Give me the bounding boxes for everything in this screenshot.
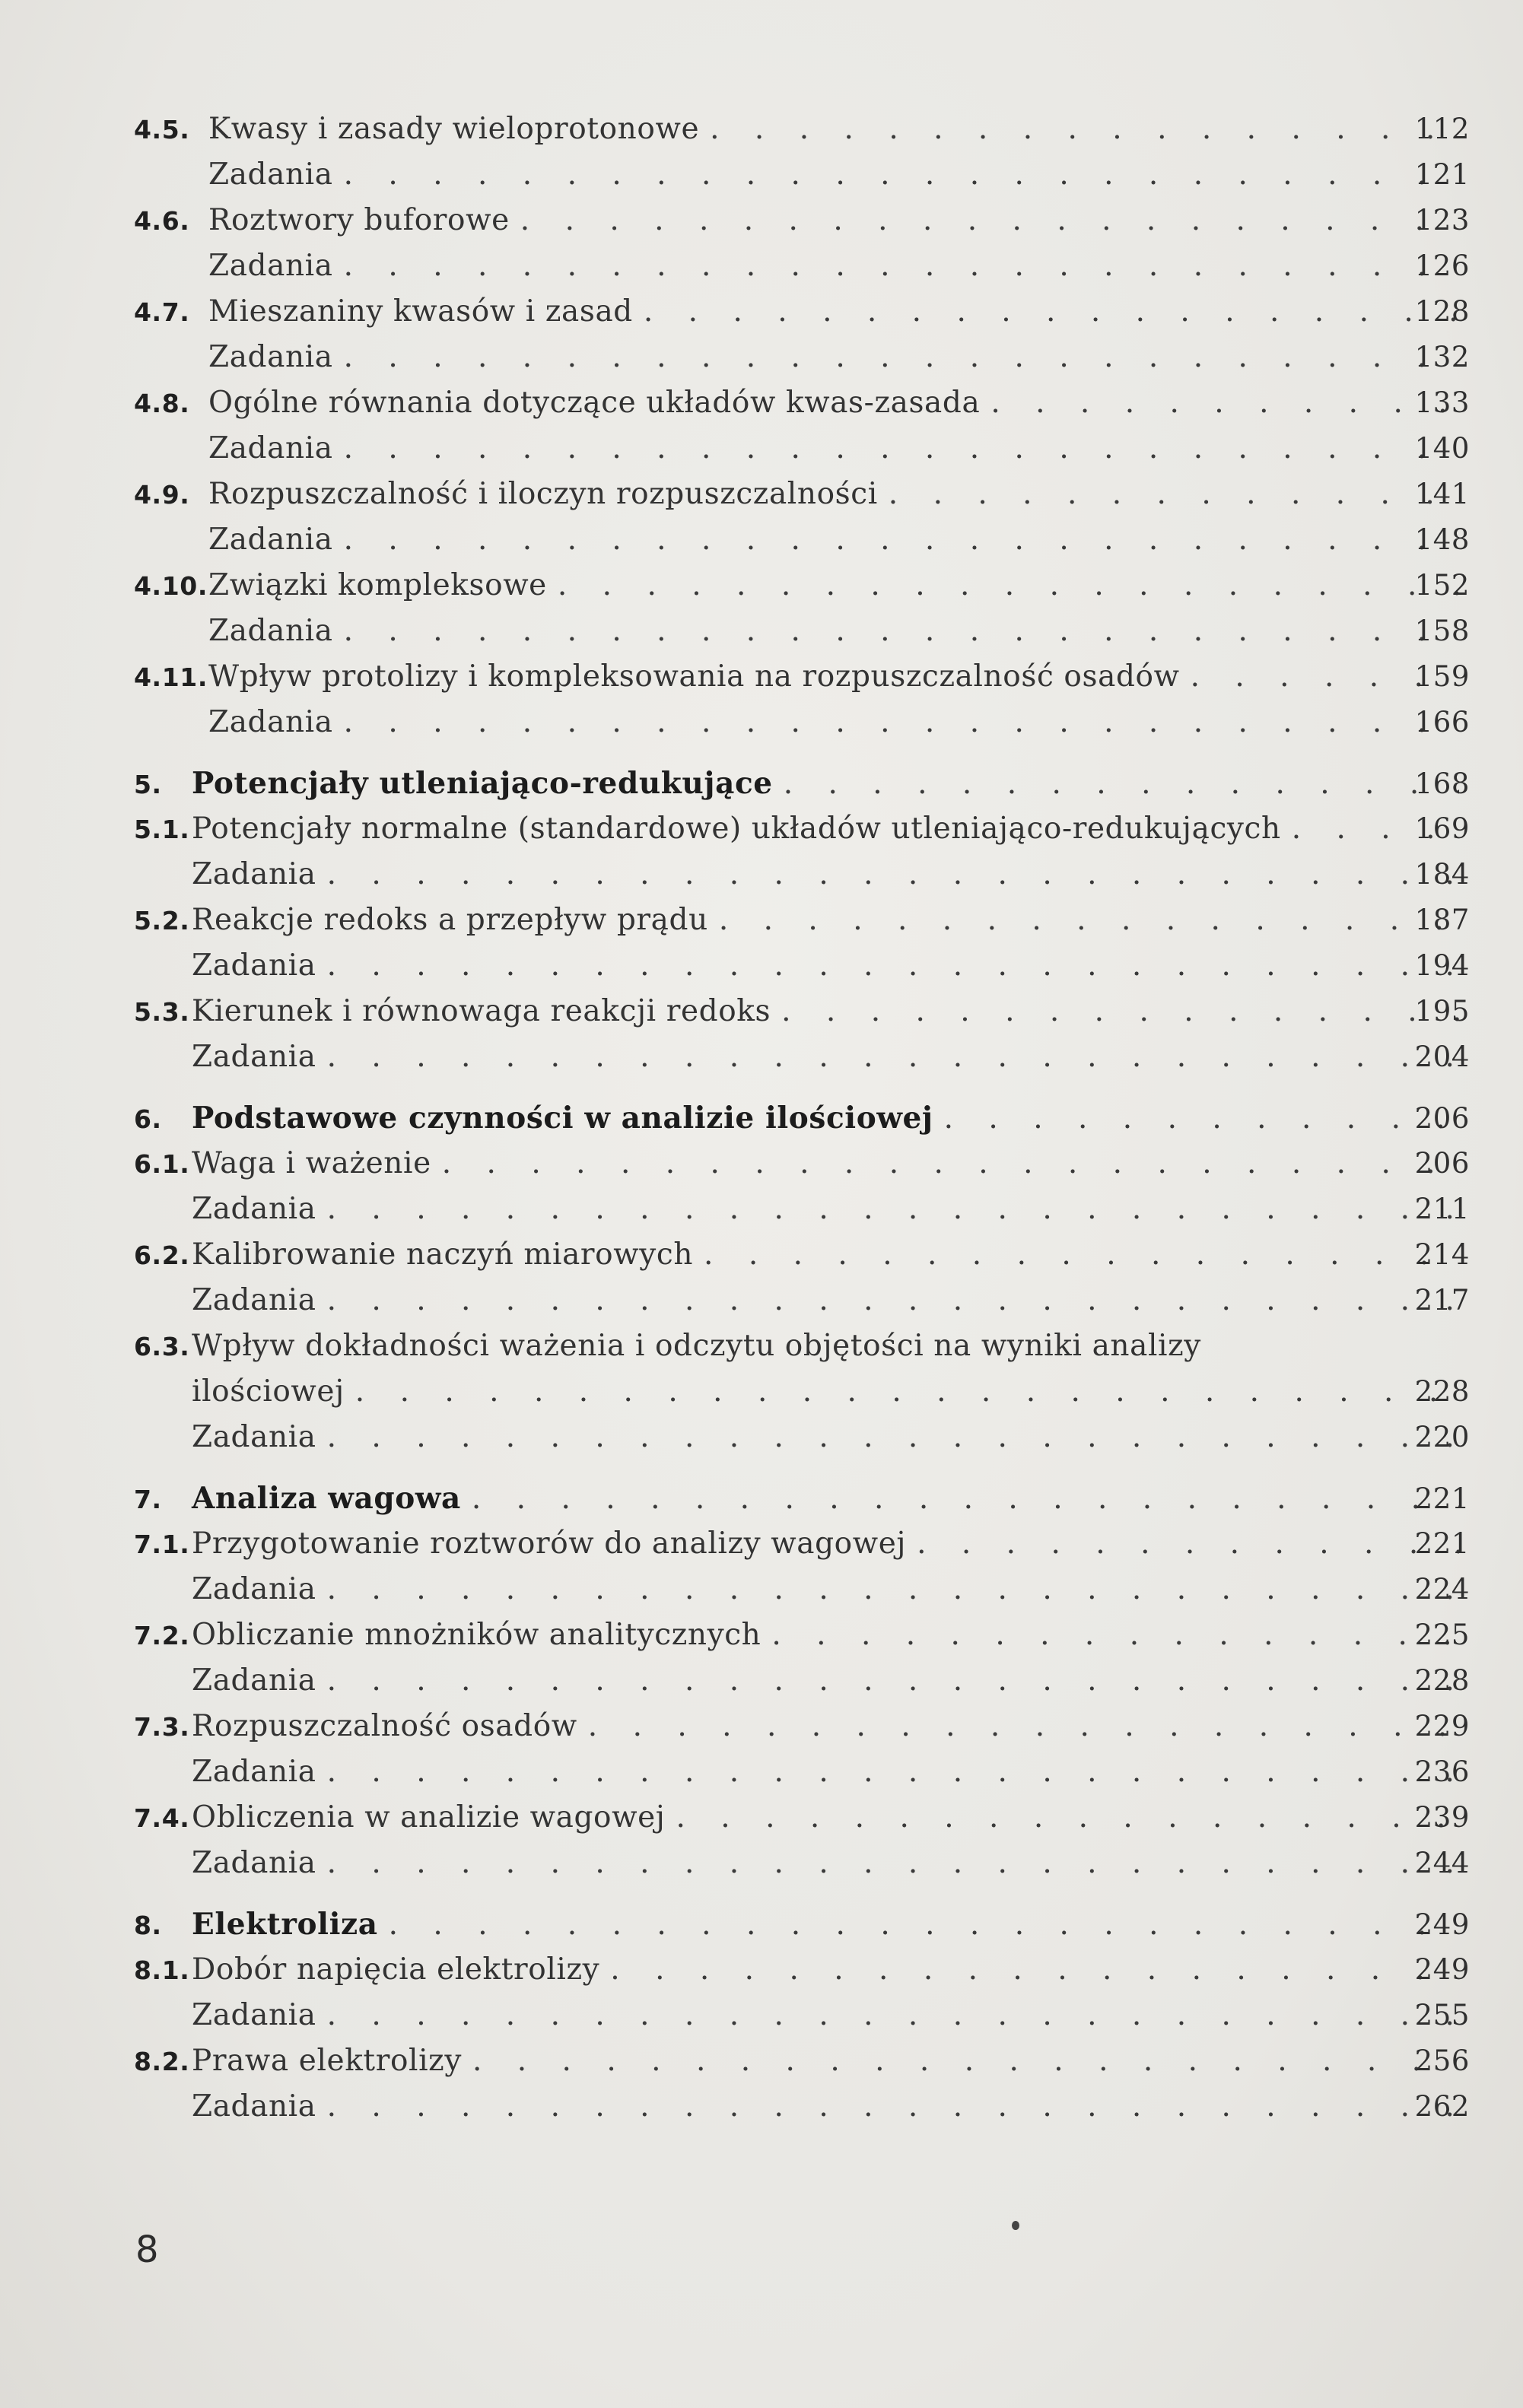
- section-number: 4.10.: [134, 571, 208, 601]
- dot-leader: [344, 243, 1459, 289]
- toc-entry: 4.6. Roztwory buforowe . . . 123: [134, 198, 1523, 243]
- section-title: Zadania: [192, 1192, 316, 1226]
- toc-entry: 4.10. Związki kompleksowe . . . 152: [134, 563, 1523, 608]
- section-number: 4.11.: [134, 662, 208, 692]
- toc-entry: Zadania . . . 166: [134, 700, 1523, 745]
- dot-leader: [344, 700, 1459, 745]
- section-number: 7.3.: [134, 1712, 190, 1742]
- dot-leader: [889, 472, 1459, 517]
- toc-entry: 5.1. Potencjały normalne (standardowe) układów utleniająco-redukujących . . . 169: [134, 806, 1523, 852]
- dot-leader: [327, 1841, 1459, 1886]
- section-title: Zadania: [208, 340, 333, 374]
- section-title: Dobór napięcia elektrolizy: [192, 1952, 600, 1987]
- dot-leader: [472, 1476, 1459, 1522]
- toc-entry: Zadania . . . 204: [134, 1034, 1523, 1080]
- dot-leader: [704, 1232, 1459, 1278]
- section-number: 4.6.: [134, 206, 190, 236]
- toc-entry: 7.4. Obliczenia w analizie wagowej . . . 239: [134, 1795, 1523, 1841]
- toc-chapter: 6. Podstawowe czynności w analizie ilościowej . . . 206: [134, 1095, 1523, 1141]
- section-title: Prawa elektrolizy: [192, 2044, 462, 2078]
- dot-leader: [344, 335, 1459, 380]
- toc-chapter: 7. Analiza wagowa . . . 221: [134, 1476, 1523, 1521]
- dot-leader: [781, 989, 1459, 1034]
- toc-entry: 6.1. Waga i ważenie . . . 206: [134, 1141, 1523, 1187]
- section-title: Zadania: [192, 1572, 316, 1606]
- section-number: 7.4.: [134, 1803, 190, 1833]
- toc-entry: Zadania . . . 158: [134, 608, 1523, 654]
- section-title: Kwasy i zasady wieloprotonowe: [208, 112, 700, 146]
- toc-entry: Zadania . . . 211: [134, 1187, 1523, 1232]
- ink-speck: [1012, 2221, 1019, 2230]
- section-title: Potencjały normalne (standardowe) układów utleniająco-redukujących: [192, 812, 1281, 846]
- toc-entry: Zadania . . . 140: [134, 426, 1523, 472]
- chapter-number: 8.: [134, 1911, 162, 1940]
- dot-leader: [588, 1704, 1459, 1749]
- toc-entry: Zadania . . . 220: [134, 1415, 1523, 1460]
- dot-leader: [327, 1749, 1459, 1795]
- section-title: Zadania: [208, 614, 333, 648]
- section-title: Reakcje redoks a przepływ prądu: [192, 903, 708, 937]
- dot-leader: [610, 1947, 1459, 1993]
- dot-leader: [676, 1795, 1459, 1841]
- dot-leader: [327, 2084, 1459, 2130]
- toc-entry: Zadania . . . 184: [134, 852, 1523, 897]
- section-title: Zadania: [208, 523, 333, 557]
- section-number: 6.2.: [134, 1241, 190, 1270]
- section-title: Przygotowanie roztworów do analizy wagowej: [192, 1526, 907, 1561]
- toc-entry: 6.2. Kalibrowanie naczyń miarowych . . . 214: [134, 1232, 1523, 1278]
- section-number: 8.1.: [134, 1955, 190, 1985]
- toc-entry: 4.5. Kwasy i zasady wieloprotonowe . . . 112: [134, 106, 1523, 152]
- toc-entry: 7.2. Obliczanie mnożników analitycznych . . . 225: [134, 1612, 1523, 1658]
- dot-leader: [327, 1567, 1459, 1612]
- section-title: Rozpuszczalność i iloczyn rozpuszczalności: [208, 477, 878, 511]
- toc-entry: 4.7. Mieszaniny kwasów i zasad . . . 128: [134, 289, 1523, 335]
- toc-entry: Zadania . . . 262: [134, 2084, 1523, 2130]
- section-title: Mieszaniny kwasów i zasad: [208, 294, 633, 329]
- section-title: Kierunek i równowaga reakcji redoks: [192, 994, 771, 1028]
- toc-chapter: 5. Potencjały utleniająco-redukujące . . . 168: [134, 761, 1523, 806]
- dot-leader: [327, 943, 1459, 989]
- section-number: 7.2.: [134, 1621, 190, 1650]
- toc-entry: Zadania . . . 255: [134, 1993, 1523, 2038]
- section-number: 7.1.: [134, 1530, 190, 1559]
- section-title: Zadania: [192, 2089, 316, 2124]
- dot-leader: [327, 1278, 1459, 1323]
- toc-entry: Zadania . . . 224: [134, 1567, 1523, 1612]
- toc-entry: Zadania . . . 148: [134, 517, 1523, 563]
- section-title: Zadania: [192, 857, 316, 891]
- dot-leader: [917, 1521, 1459, 1567]
- section-title: Obliczenia w analizie wagowej: [192, 1800, 666, 1835]
- toc-entry: Zadania . . . 228: [134, 1658, 1523, 1704]
- section-title: ilościowej: [192, 1374, 345, 1409]
- chapter-title: Potencjały utleniająco-redukujące: [192, 766, 773, 801]
- dot-leader: [520, 198, 1459, 243]
- dot-leader: [327, 1034, 1459, 1080]
- section-number: 6.1.: [134, 1149, 190, 1179]
- toc-entry: 7.3. Rozpuszczalność osadów . . . 229: [134, 1704, 1523, 1749]
- section-number: 4.8.: [134, 389, 190, 418]
- section-number: 5.3.: [134, 997, 190, 1027]
- dot-leader: [327, 1187, 1459, 1232]
- section-number: 4.9.: [134, 480, 190, 510]
- toc-entry: [134, 1323, 1523, 1369]
- chapter-title: Analiza wagowa: [192, 1481, 461, 1516]
- toc-entry: 7.1. Przygotowanie roztworów do analizy wagowej . . . 221: [134, 1521, 1523, 1567]
- toc-entry: 4.11. Wpływ protolizy i kompleksowania na rozpuszczalność osadów . . . 159: [134, 654, 1523, 700]
- dot-leader: [344, 517, 1459, 563]
- toc-entry: Zadania . . . 217: [134, 1278, 1523, 1323]
- section-number: 5.1.: [134, 815, 190, 844]
- section-title: Roztwory buforowe: [208, 203, 510, 237]
- section-title: Zadania: [192, 1998, 316, 2032]
- section-title: Kalibrowanie naczyń miarowych: [192, 1237, 694, 1272]
- dot-leader: [558, 563, 1459, 608]
- section-number: 6.3.: [134, 1332, 190, 1361]
- page-folio-number: 8: [135, 2229, 159, 2271]
- section-title: Rozpuszczalność osadów: [192, 1709, 577, 1743]
- toc-entry: Zadania . . . 126: [134, 243, 1523, 289]
- section-title: Zadania: [192, 1283, 316, 1317]
- section-title: Wpływ dokładności ważenia i odczytu objętości na wyniki analizy: [192, 1329, 1201, 1363]
- toc-entry: 8.2. Prawa elektrolizy . . . 256: [134, 2038, 1523, 2084]
- dot-leader: [472, 2038, 1459, 2084]
- dot-leader: [327, 1993, 1459, 2038]
- toc-entry: 5.3. Kierunek i równowaga reakcji redoks . . . 195: [134, 989, 1523, 1034]
- dot-leader: [719, 897, 1459, 943]
- dot-leader: [355, 1369, 1459, 1415]
- toc-entry: Zadania . . . 244: [134, 1841, 1523, 1886]
- section-number: 5.2.: [134, 906, 190, 936]
- toc-entry: 5.2. Reakcje redoks a przepływ prądu . . . 187: [134, 897, 1523, 943]
- section-number: 4.7.: [134, 297, 190, 327]
- section-title: Zadania: [192, 1040, 316, 1074]
- dot-leader: [327, 1658, 1459, 1704]
- toc-entry: 4.8. Ogólne równania dotyczące układów kwas-zasada . . . 133: [134, 380, 1523, 426]
- section-title: Wpływ protolizy i kompleksowania na rozpuszczalność osadów: [208, 659, 1180, 694]
- dot-leader: [990, 380, 1459, 426]
- table-of-contents: [134, 106, 1523, 2130]
- dot-leader: [644, 289, 1459, 335]
- toc-entry: 4.9. Rozpuszczalność i iloczyn rozpuszczalności . . . 141: [134, 472, 1523, 517]
- section-title: Zadania: [192, 1846, 316, 1880]
- section-title: Zadania: [208, 431, 333, 465]
- chapter-number: 6.: [134, 1104, 162, 1134]
- toc-entry: 8.1. Dobór napięcia elektrolizy . . . 249: [134, 1947, 1523, 1993]
- toc-chapter: 8. Elektroliza . . . 249: [134, 1901, 1523, 1947]
- section-title: Waga i ważenie: [192, 1146, 431, 1180]
- dot-leader: [784, 761, 1459, 807]
- section-title: Zadania: [208, 157, 333, 192]
- section-title: Zadania: [208, 705, 333, 739]
- toc-entry: Zadania . . . 121: [134, 152, 1523, 198]
- section-title: Związki kompleksowe: [208, 568, 547, 602]
- toc-entry: Zadania . . . 236: [134, 1749, 1523, 1795]
- dot-leader: [344, 152, 1459, 198]
- dot-leader: [344, 608, 1459, 654]
- section-title: Zadania: [192, 1663, 316, 1698]
- toc-entry: Zadania . . . 132: [134, 335, 1523, 380]
- toc-entry: Zadania . . . 194: [134, 943, 1523, 989]
- section-title: Zadania: [192, 1755, 316, 1789]
- dot-leader: [944, 1096, 1459, 1142]
- section-number: 8.2.: [134, 2047, 190, 2076]
- toc-entry-continuation: ilościowej . . . 228: [134, 1369, 1523, 1415]
- chapter-number: 5.: [134, 770, 162, 799]
- dot-leader: [771, 1612, 1459, 1658]
- section-title: Ogólne równania dotyczące układów kwas-zasada: [208, 386, 981, 420]
- section-title: Obliczanie mnożników analitycznych: [192, 1618, 762, 1652]
- dot-leader: [327, 1415, 1459, 1460]
- dot-leader: [710, 106, 1459, 152]
- chapter-title: Podstawowe czynności w analizie ilościowej: [192, 1101, 933, 1136]
- dot-leader: [344, 426, 1459, 472]
- dot-leader: [442, 1141, 1459, 1187]
- section-title: Zadania: [192, 948, 316, 983]
- section-title: Zadania: [208, 249, 333, 283]
- dot-leader: [389, 1902, 1459, 1948]
- chapter-number: 7.: [134, 1485, 162, 1514]
- dot-leader: [327, 852, 1459, 897]
- section-number: 4.5.: [134, 115, 190, 145]
- chapter-title: Elektroliza: [192, 1907, 378, 1942]
- section-title: Zadania: [192, 1420, 316, 1454]
